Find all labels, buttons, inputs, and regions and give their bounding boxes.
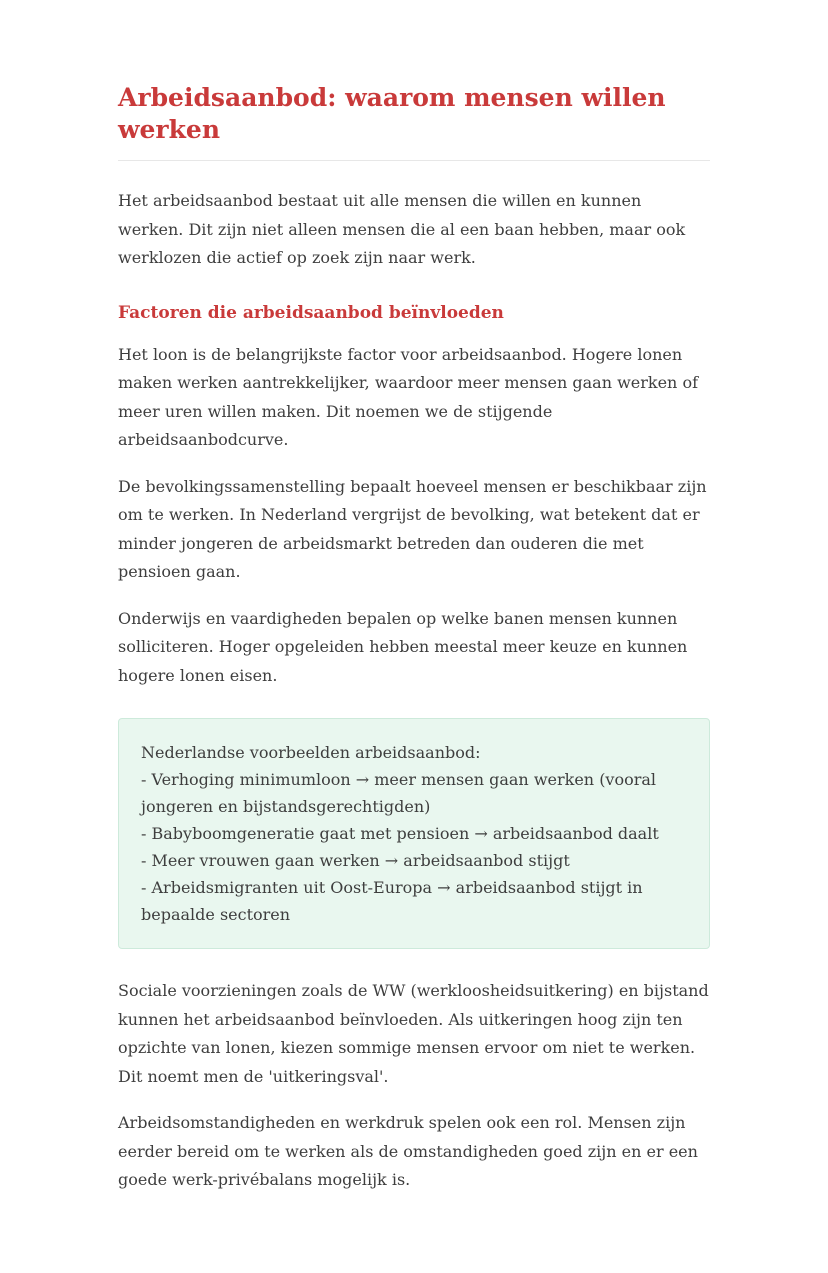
example-item-arbeidsmigranten: - Arbeidsmigranten uit Oost-Europa → arbeidsaanbod stijgt in bepaalde sectoren (141, 878, 643, 924)
paragraph-loon: Het loon is de belangrijkste factor voor arbeidsaanbod. Hogere lonen maken werken aantrekkelijker, waardoor meer mensen gaan werken of meer uren willen maken. Dit noemen we de stijgende arbeidsaanbodcurve. (118, 344, 698, 449)
paragraph-bevolkingssamenstelling: De bevolkingssamenstelling bepaalt hoeveel mensen er beschikbaar zijn om te werken. In Nederland vergrijst de bevolking, wat betekent dat er minder jongeren de arbeidsmarkt betreden dan ouderen die met pensioen gaan. (118, 476, 707, 581)
example-box (118, 718, 710, 949)
example-box-heading: Nederlandse voorbeelden arbeidsaanbod: (141, 743, 481, 762)
page-title: Arbeidsaanbod: waarom mensen willen werken (118, 83, 666, 144)
example-item-minimumloon: - Verhoging minimumloon → meer mensen gaan werken (vooral jongeren en bijstandsgerechtigden) (141, 770, 657, 816)
paragraph-arbeidsomstandigheden: Arbeidsomstandigheden en werkdruk spelen ook een rol. Mensen zijn eerder bereid om te werken als de omstandigheden goed zijn en er een goede werk-privébalans mogelijk is. (118, 1113, 698, 1189)
paragraph-sociale-voorzieningen: Sociale voorzieningen zoals de WW (werkloosheidsuitkering) en bijstand kunnen het arbeidsaanbod beïnvloeden. Als uitkeringen hoog zijn ten opzichte van lonen, kiezen sommige mensen ervoor om niet te werken. Dit noemt men de 'uitkeringsval'. (118, 981, 709, 1086)
intro-paragraph: Het arbeidsaanbod bestaat uit alle mensen die willen en kunnen werken. Dit zijn niet alleen mensen die al een baan hebben, maar ook werklozen die actief op zoek zijn naar werk. (118, 191, 686, 267)
example-item-babyboom: - Babyboomgeneratie gaat met pensioen → arbeidsaanbod daalt (141, 824, 659, 843)
title-divider (118, 160, 710, 161)
section-heading: Factoren die arbeidsaanbod beïnvloeden (118, 302, 504, 323)
paragraph-onderwijs: Onderwijs en vaardigheden bepalen op welke banen mensen kunnen solliciteren. Hoger opgeleiden hebben meestal meer keuze en kunnen hogere lonen eisen. (118, 608, 688, 685)
example-item-vrouwen: - Meer vrouwen gaan werken → arbeidsaanbod stijgt (141, 851, 570, 870)
